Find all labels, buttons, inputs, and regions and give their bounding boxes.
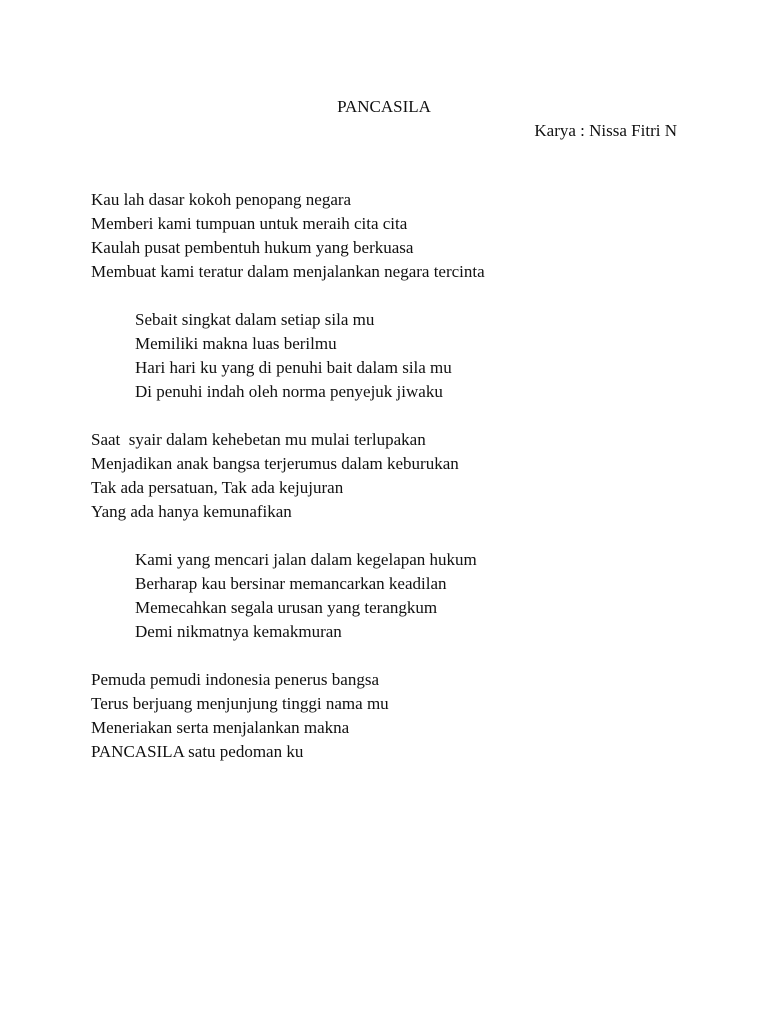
- poem-line: Memberi kami tumpuan untuk meraih cita cita: [91, 214, 408, 233]
- poem-line: Di penuhi indah oleh norma penyejuk jiwaku: [135, 382, 443, 401]
- poem-title: PANCASILA: [337, 97, 431, 116]
- poem-line: Demi nikmatnya kemakmuran: [135, 622, 342, 641]
- poem-line: Membuat kami teratur dalam menjalankan negara tercinta: [91, 262, 485, 281]
- poem-line: Yang ada hanya kemunafikan: [91, 502, 292, 521]
- stanza-4: [91, 548, 711, 644]
- poem-author: Karya : Nissa Fitri N: [534, 121, 677, 140]
- stanza-5: [91, 668, 711, 764]
- stanza-2: [91, 308, 711, 404]
- poem-line: Tak ada persatuan, Tak ada kejujuran: [91, 478, 344, 497]
- poem-line: Kau lah dasar kokoh penopang negara: [91, 190, 352, 209]
- poem-line: Hari hari ku yang di penuhi bait dalam sila mu: [135, 358, 452, 377]
- poem-line: Terus berjuang menjunjung tinggi nama mu: [91, 694, 389, 713]
- poem-line: Kaulah pusat pembentuh hukum yang berkuasa: [91, 238, 414, 257]
- poem-line: Sebait singkat dalam setiap sila mu: [135, 310, 375, 329]
- poem-line: Berharap kau bersinar memancarkan keadilan: [135, 574, 447, 593]
- poem-line: Memiliki makna luas berilmu: [135, 334, 337, 353]
- stanza-1: [91, 188, 711, 284]
- poem-line: Pemuda pemudi indonesia penerus bangsa: [91, 670, 379, 689]
- poem-body: [91, 188, 711, 788]
- poem-line: Menjadikan anak bangsa terjerumus dalam keburukan: [91, 454, 459, 473]
- stanza-3: [91, 428, 711, 524]
- poem-line: Saat syair dalam kehebetan mu mulai terlupakan: [91, 430, 426, 449]
- poem-line: Memecahkan segala urusan yang terangkum: [135, 598, 438, 617]
- poem-line: Meneriakan serta menjalankan makna: [91, 718, 350, 737]
- poem-line: Kami yang mencari jalan dalam kegelapan hukum: [135, 550, 477, 569]
- poem-line: PANCASILA satu pedoman ku: [91, 742, 304, 761]
